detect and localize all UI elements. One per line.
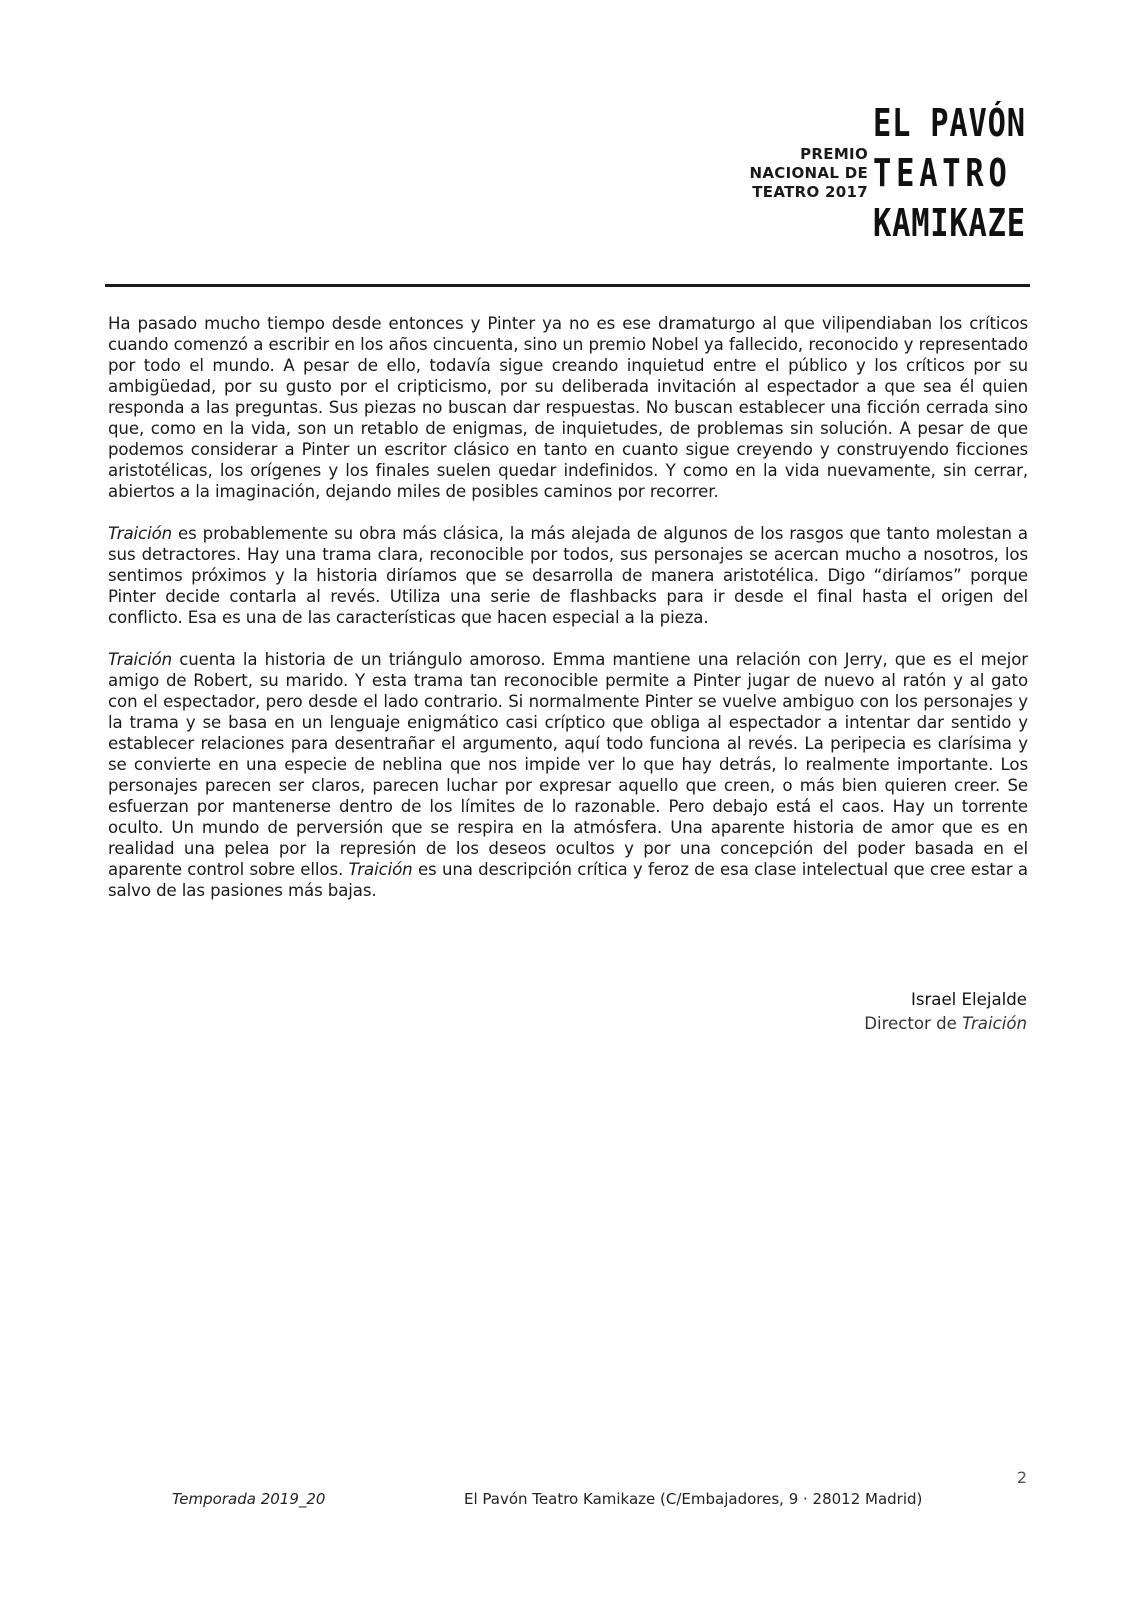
signature-block xyxy=(864,988,1027,1036)
award-text xyxy=(750,145,868,202)
author-name: Israel Elejalde xyxy=(910,990,1027,1009)
paragraph-text: Ha pasado mucho tiempo desde entonces y Pinter ya no es ese dramaturgo al que vilipendiaban los críticos cuando comenzó a escribir en los años cincuenta, sino un premio Nobel ya fallecido, reconocido y representado por todo el mundo. A pesar de ello, todavía sigue creando inquietud entre el público y los críticos por su ambigüedad, por su gusto por el cripticismo, por su deliberada invitación al espectador a que sea él quien responda a las preguntas. Sus piezas no buscan dar respuestas. No buscan establecer una ficción cerrada sino que, como en la vida, son un retablo de enigmas, de inquietudes, de problemas sin solución. A pesar de que podemos considerar a Pinter un escritor clásico en tanto en cuanto sigue creyendo y construyendo ficciones aristotélicas, los orígenes y los finales suelen quedar indefinidos. Y como en la vida nuevamente, sin cerrar, abiertos a la imaginación, dejando miles de posibles caminos por recorrer. xyxy=(108,314,1028,501)
paragraph-text: es probablemente su obra más clásica, la más alejada de algunos de los rasgos que tanto molestan a sus detractores. Hay una trama clara, reconocible por todos, sus personajes se acercan mucho a nosotros, los sentimos próximos y la historia diríamos que se desarrolla de manera aristotélica. Digo “diríamos” porque Pinter decide contarla al revés. Utiliza una serie de flashbacks para ir desde el final hasta el origen del conflicto. Esa es una de las características que hacen especial a la pieza. xyxy=(108,524,1028,627)
paragraph xyxy=(108,649,1028,901)
author-role-prefix: Director de xyxy=(864,1014,963,1033)
footer-address: El Pavón Teatro Kamikaze (C/Embajadores, 9 · 28012 Madrid) xyxy=(464,1490,923,1508)
award-line: PREMIO xyxy=(800,145,868,163)
logo-line: KAMIKAZE xyxy=(873,201,1026,245)
award-line: TEATRO 2017 xyxy=(752,183,868,201)
award-line: NACIONAL DE xyxy=(749,164,868,182)
paragraph-text: es una descripción crítica y feroz de esa clase intelectual que cree estar a salvo de las pasiones más bajas. xyxy=(108,860,1029,900)
page-header xyxy=(105,95,1030,250)
paragraph xyxy=(108,523,1028,628)
work-title: Traición xyxy=(108,650,173,669)
logo-line: EL PAVÓN xyxy=(873,101,1026,145)
paragraph-text: cuenta la historia de un triángulo amoroso. Emma mantiene una relación con Jerry, que es el mejor amigo de Robert, su marido. Y esta trama tan reconocible permite a Pinter jugar de nuevo al ratón y al gato con el espectador, pero desde el lado contrario. Si normalmente Pinter se vuelve ambiguo con los personajes y la trama y se basa en un lenguaje enigmático casi críptico que obliga al espectador a intentar dar sentido y establecer relaciones para desentrañar el argumento, aquí todo funciona al revés. La peripecia es clarísima y se convierte en una especie de neblina que nos impide ver lo que hay detrás, lo realmente importante. Los personajes parecen ser claros, parecen luchar por expresar aquello que creen, o más bien quieren creer. Se esfuerzan por mantenerse dentro de los límites de lo razonable. Pero debajo está el caos. Hay un torrente oculto. Un mundo de perversión que se respira en la atmósfera. Una aparente historia de amor que es en realidad una pelea por la represión de los deseos ocultos y por una concepción del poder basada en el aparente control sobre ellos. xyxy=(108,650,1028,879)
work-title: Traición xyxy=(108,524,173,543)
article-body xyxy=(108,313,1028,922)
theatre-logo xyxy=(860,101,1026,245)
author-role xyxy=(864,1012,1027,1036)
paragraph xyxy=(108,313,1028,502)
footer-season: Temporada 2019_20 xyxy=(172,1490,326,1508)
page-number: 2 xyxy=(1016,1468,1027,1487)
header-divider xyxy=(105,284,1030,287)
logo-line: TEATRO xyxy=(873,151,1012,195)
work-title: Traición xyxy=(348,860,413,879)
work-title: Traición xyxy=(962,1014,1027,1033)
